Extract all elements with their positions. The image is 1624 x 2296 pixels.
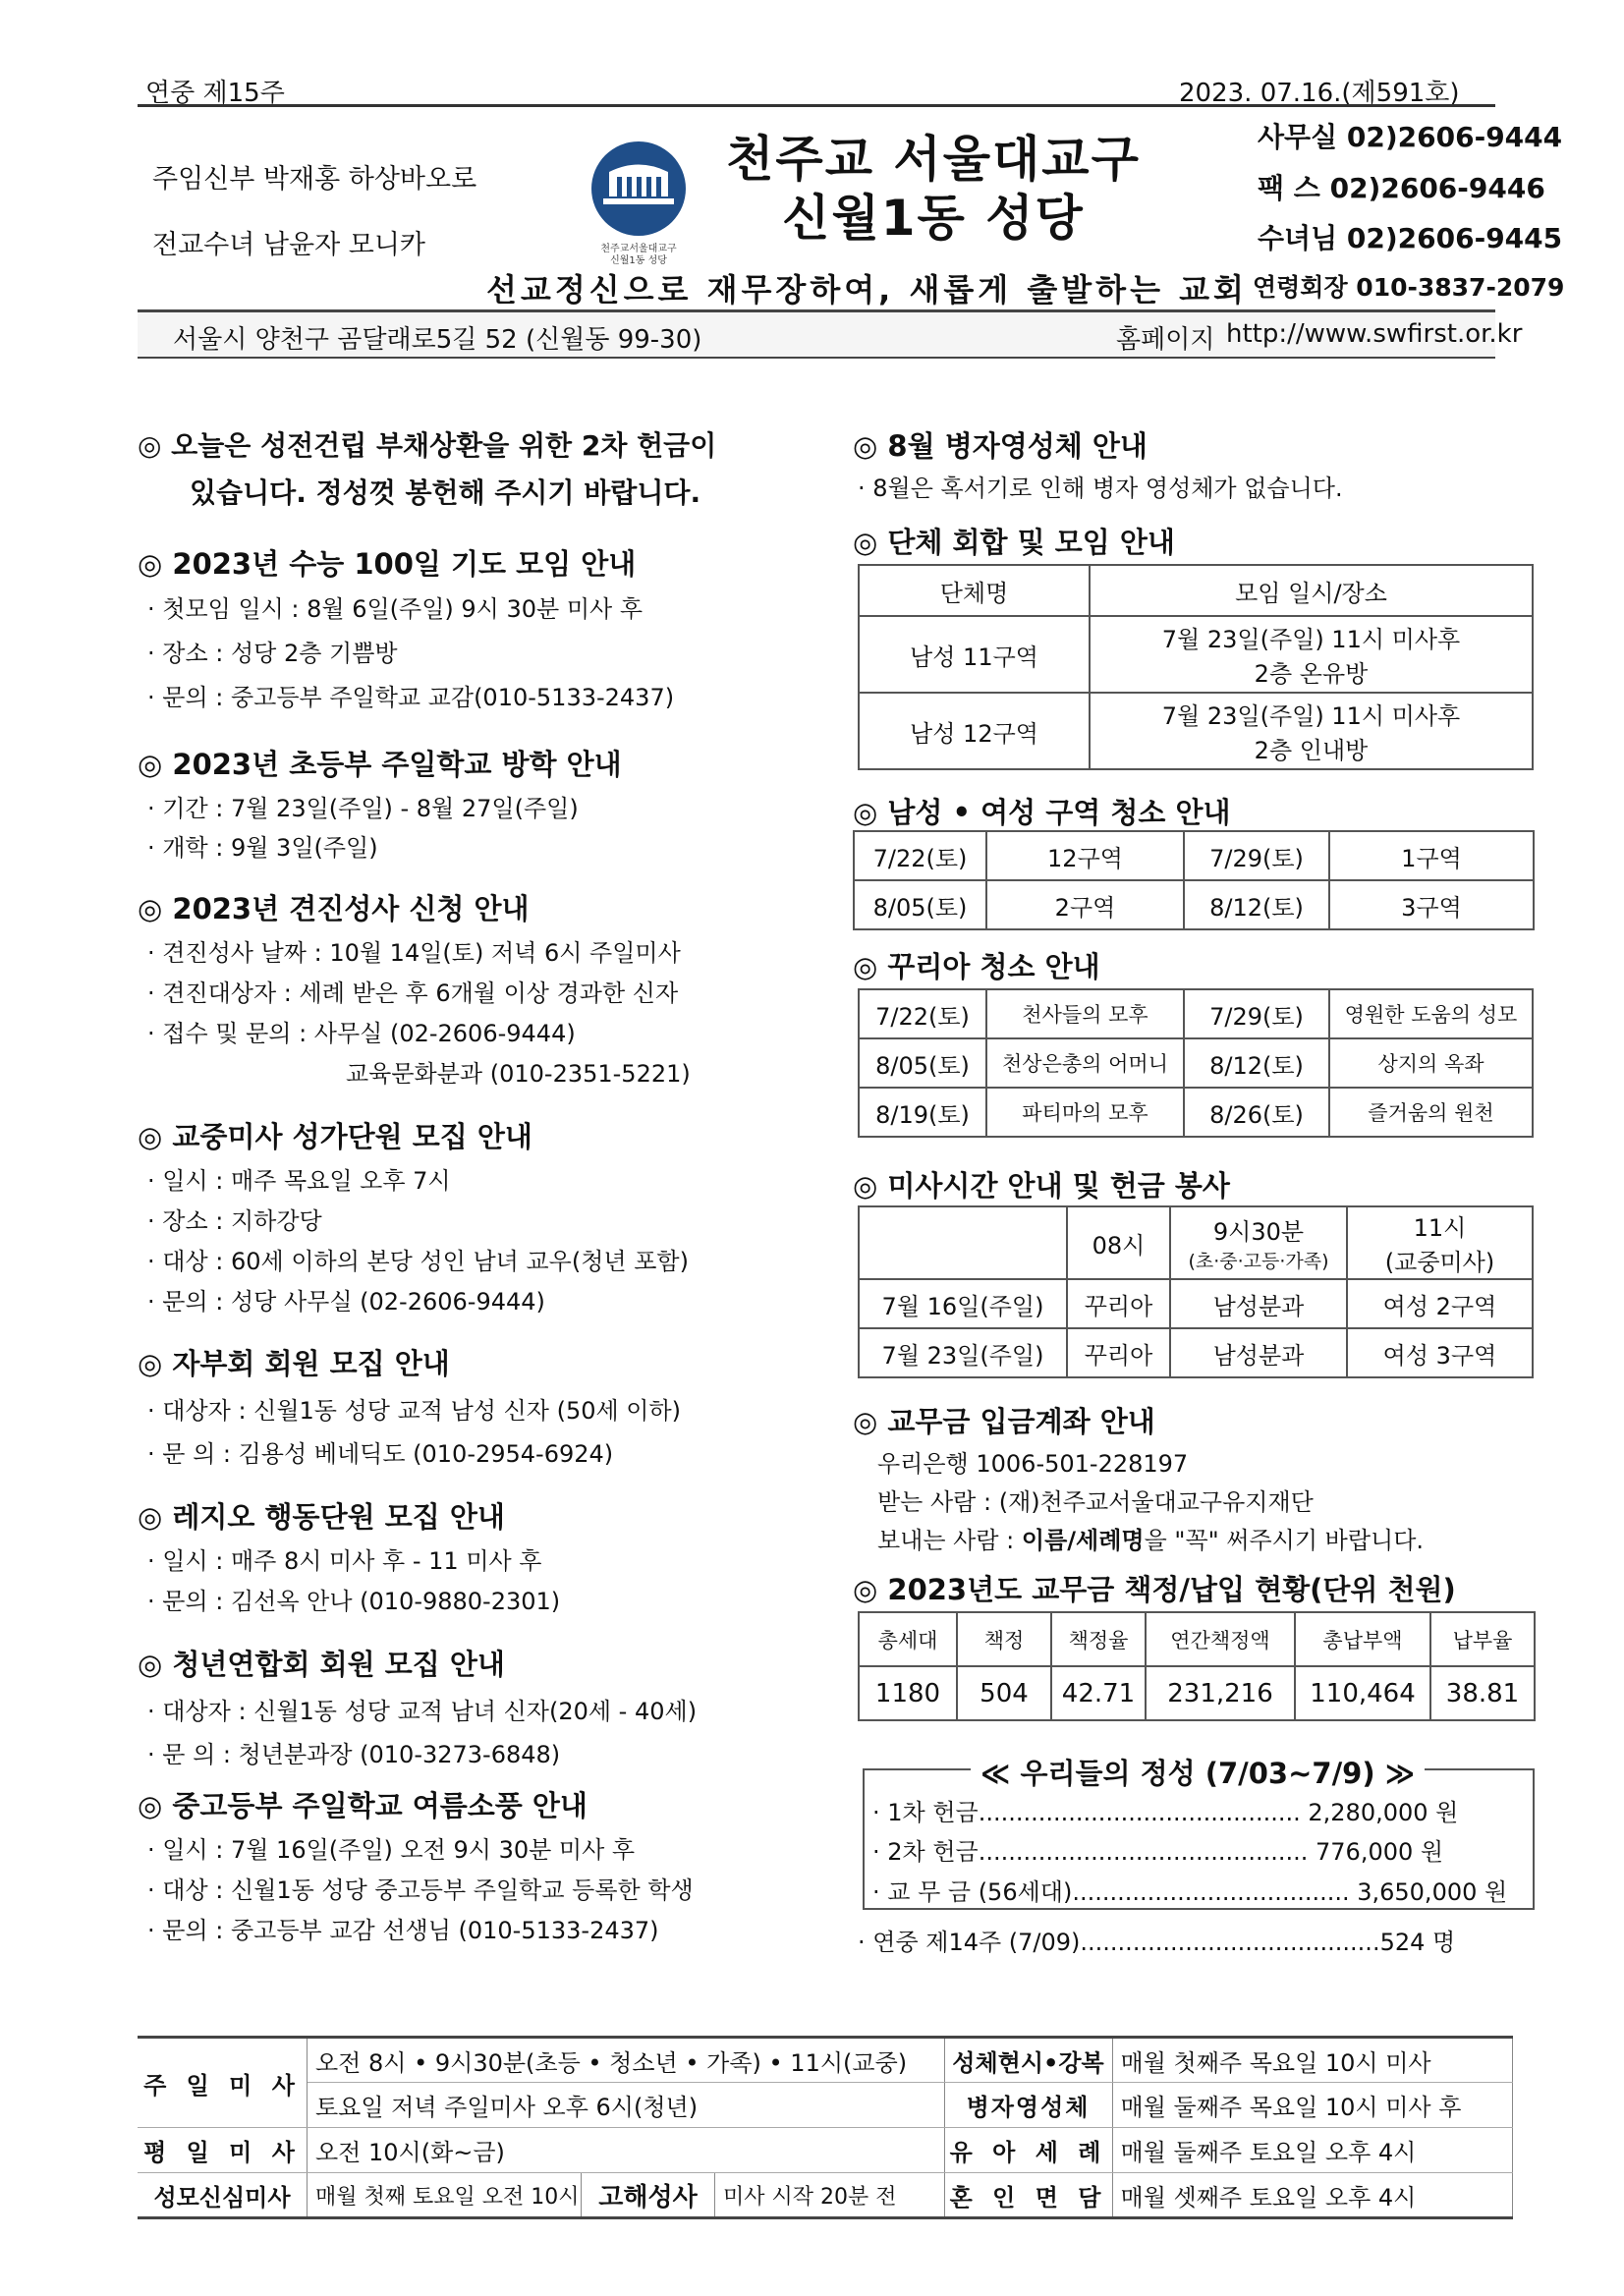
- table-cell: 7월 23일(주일): [859, 1328, 1067, 1377]
- table-cell: 7월 16일(주일): [859, 1279, 1067, 1328]
- list-item: · 장소 : 지하강당: [147, 1207, 322, 1235]
- mass-schedule-footer: [138, 2036, 1513, 2219]
- table-cell: 1180: [859, 1666, 957, 1720]
- table-header: 납부율: [1430, 1612, 1535, 1666]
- table-row: [854, 831, 1534, 880]
- youth-title: ◎ 청년연합회 회원 모집 안내: [138, 1648, 505, 1681]
- list-item: · 대상 : 신월1동 성당 중고등부 주일학교 등록한 학생: [147, 1876, 694, 1904]
- table-row: [859, 1038, 1533, 1088]
- parish-title-2: 신월1동 성당: [782, 190, 1085, 247]
- table-row: [138, 2128, 1513, 2173]
- homepage-label: 홈페이지: [1116, 325, 1215, 355]
- offering-title: ≪ 우리들의 정성 (7/03~7/9) ≫: [971, 1752, 1425, 1792]
- table-cell: 8/05(토): [859, 1038, 986, 1088]
- notice-line-1: ◎ 오늘은 성전건립 부채상환을 위한 2차 헌금이: [138, 429, 717, 462]
- chairman-phone: 연령회장 010-3837-2079: [1253, 273, 1565, 302]
- fathers-club-title: ◎ 자부회 회원 모집 안내: [138, 1347, 450, 1380]
- marian-mass-value: 매월 첫째 토요일 오전 10시: [308, 2173, 582, 2218]
- table-header: 11시 (교중미사): [1347, 1206, 1533, 1279]
- adoration-value: 매월 첫째주 목요일 10시 미사: [1112, 2038, 1512, 2083]
- marriage-interview-label: 혼 인 면 담: [944, 2173, 1112, 2218]
- sick-communion-title: ◎ 8월 병자영성체 안내: [853, 429, 1148, 463]
- parish-motto: 선교정신으로 재무장하여, 새롭게 출발하는 교회: [486, 271, 1248, 308]
- confession-label: 고해성사: [582, 2173, 715, 2218]
- homepage-url[interactable]: http://www.swfirst.or.kr: [1226, 319, 1523, 349]
- table-header: 9시30분 (초·중·고등·가족): [1170, 1206, 1347, 1279]
- list-item: · 일시 : 매주 8시 미사 후 - 11 미사 후: [147, 1547, 542, 1575]
- elementary-vacation-title: ◎ 2023년 초등부 주일학교 방학 안내: [138, 748, 622, 781]
- infant-baptism-label: 유 아 세 례: [944, 2128, 1112, 2173]
- table-cell: 7/22(토): [859, 989, 986, 1038]
- table-cell: 8/19(토): [859, 1088, 986, 1137]
- table-header: 총세대: [859, 1612, 957, 1666]
- table-row: [138, 2083, 1513, 2128]
- list-item: · 견진성사 날짜 : 10월 14일(토) 저녁 6시 주일미사: [147, 939, 681, 967]
- table-header: 책정율: [1051, 1612, 1146, 1666]
- sunday-mass-label: 주 일 미 사: [138, 2038, 308, 2128]
- table-cell: 남성분과: [1170, 1328, 1347, 1377]
- list-item: · 기간 : 7월 23일(주일) - 8월 27일(주일): [147, 795, 579, 822]
- table-cell: 영원한 도움의 성모: [1329, 989, 1533, 1038]
- table-cell: 남성 12구역: [859, 693, 1090, 769]
- table-row: [859, 1666, 1535, 1720]
- list-item: · 견진대상자 : 세례 받은 후 6개월 이상 경과한 신자: [147, 980, 679, 1007]
- curia-cleaning-title: ◎ 꾸리아 청소 안내: [853, 950, 1100, 983]
- table-cell: 꾸리아: [1067, 1328, 1170, 1377]
- list-item: · 문 의 : 청년분과장 (010-3273-6848): [147, 1741, 561, 1768]
- mass-schedule-title: ◎ 미사시간 안내 및 헌금 봉사: [853, 1169, 1230, 1203]
- table-cell: 여성 3구역: [1347, 1328, 1533, 1377]
- marian-mass-label: 성모신심미사: [138, 2173, 308, 2218]
- list-item: · 접수 및 문의 : 사무실 (02-2606-9444): [147, 1020, 576, 1047]
- group-meeting-table: [858, 564, 1534, 770]
- table-cell: 남성분과: [1170, 1279, 1347, 1328]
- group-meeting-title: ◎ 단체 회합 및 모임 안내: [853, 526, 1175, 559]
- address: 서울시 양천구 곰달래로5길 52 (신월동 99-30): [173, 325, 702, 355]
- table-cell: 231,216: [1146, 1666, 1295, 1720]
- table-cell: 상지의 옥좌: [1329, 1038, 1533, 1088]
- contribution-status-title: ◎ 2023년도 교무금 책정/납입 현황(단위 천원): [853, 1573, 1456, 1606]
- table-cell: 42.71: [1051, 1666, 1146, 1720]
- list-item: · 문의 : 성당 사무실 (02-2606-9444): [147, 1288, 545, 1316]
- nun-phone: 수녀님 02)2606-9445: [1258, 222, 1563, 254]
- attendance-line: · 연중 제14주 (7/09)........................................524 명: [858, 1929, 1456, 1956]
- table-row: [138, 2038, 1513, 2083]
- table-cell: 3구역: [1329, 880, 1534, 929]
- table-cell: 여성 2구역: [1347, 1279, 1533, 1328]
- sick-communion-value: 매월 둘째주 목요일 10시 미사 후: [1112, 2083, 1512, 2128]
- issue-date: 2023. 07.16.(제591호): [1179, 79, 1460, 108]
- table-cell: 8/05(토): [854, 880, 986, 929]
- table-cell: 7월 23일(주일) 11시 미사후 2층 인내방: [1090, 693, 1533, 769]
- sunday-mass-times: 오전 8시 • 9시30분(초등 • 청소년 • 가족) • 11시(교중): [308, 2038, 945, 2083]
- contribution-status-table: [858, 1611, 1536, 1721]
- table-header: 연간책정액: [1146, 1612, 1295, 1666]
- table-cell: 110,464: [1295, 1666, 1430, 1720]
- table-cell: 8/12(토): [1184, 880, 1329, 929]
- mass-schedule-table: [858, 1205, 1534, 1378]
- list-item: · 대상자 : 신월1동 성당 교적 남성 신자 (50세 이하): [147, 1397, 682, 1425]
- table-header: 08시: [1067, 1206, 1170, 1279]
- table-header: 단체명: [859, 565, 1090, 616]
- sick-communion-label: 병자영성체: [944, 2083, 1112, 2128]
- legio-title: ◎ 레지오 행동단원 모집 안내: [138, 1500, 505, 1534]
- offering-line: · 2차 헌금............................................ 776,000 원: [872, 1838, 1444, 1866]
- office-phone: 사무실 02)2606-9444: [1258, 121, 1563, 153]
- list-item: · 첫모임 일시 : 8월 6일(주일) 9시 30분 미사 후: [147, 595, 644, 623]
- account-holder: 받는 사람 : (재)천주교서울대교구유지재단: [877, 1488, 1314, 1516]
- address-bar: [138, 309, 1523, 359]
- list-item: · 일시 : 매주 목요일 오후 7시: [147, 1167, 451, 1195]
- choir-recruit-title: ◎ 교중미사 성가단원 모집 안내: [138, 1120, 532, 1153]
- table-cell: 8/26(토): [1184, 1088, 1329, 1137]
- suneung-prayer-title: ◎ 2023년 수능 100일 기도 모임 안내: [138, 547, 637, 581]
- confirmation-title: ◎ 2023년 견진성사 신청 안내: [138, 892, 530, 925]
- table-row: [859, 989, 1533, 1038]
- district-cleaning-title: ◎ 남성 • 여성 구역 청소 안내: [853, 796, 1231, 829]
- district-cleaning-table: [853, 830, 1535, 930]
- table-cell: 남성 11구역: [859, 616, 1090, 693]
- table-cell: 7/22(토): [854, 831, 986, 880]
- infant-baptism-value: 매월 둘째주 토요일 오후 4시: [1112, 2128, 1512, 2173]
- bank-account: 우리은행 1006-501-228197: [877, 1450, 1189, 1478]
- offering-line: · 1차 헌금........................................... 2,280,000 원: [872, 1799, 1459, 1826]
- table-cell: 12구역: [986, 831, 1184, 880]
- table-cell: 8/12(토): [1184, 1038, 1329, 1088]
- table-cell: 2구역: [986, 880, 1184, 929]
- pastor-name: 주임신부 박재홍 하상바오로: [152, 164, 477, 195]
- list-item: · 개학 : 9월 3일(주일): [147, 834, 378, 862]
- curia-cleaning-table: [858, 988, 1534, 1138]
- table-row: [859, 693, 1533, 769]
- adoration-label: 성체현시•강복: [944, 2038, 1112, 2083]
- parish-title-1: 천주교 서울대교구: [726, 131, 1141, 188]
- table-row: [859, 1088, 1533, 1137]
- church-logo: [580, 138, 698, 265]
- list-item: · 대상자 : 신월1동 성당 교적 남녀 신자(20세 - 40세): [147, 1698, 698, 1725]
- table-header: 책정: [957, 1612, 1051, 1666]
- table-cell: 1구역: [1329, 831, 1534, 880]
- table-row: [859, 1328, 1533, 1377]
- table-cell: 파티마의 모후: [986, 1088, 1184, 1137]
- list-item: · 일시 : 7월 16일(주일) 오전 9시 30분 미사 후: [147, 1836, 636, 1864]
- table-cell: 꾸리아: [1067, 1279, 1170, 1328]
- list-item: · 문 의 : 김용성 베네딕도 (010-2954-6924): [147, 1440, 614, 1468]
- fax-number: 팩 스 02)2606-9446: [1258, 172, 1545, 204]
- table-cell: 38.81: [1430, 1666, 1535, 1720]
- confession-value: 미사 시작 20분 전: [715, 2173, 945, 2218]
- table-header: 모임 일시/장소: [1090, 565, 1533, 616]
- picnic-title: ◎ 중고등부 주일학교 여름소풍 안내: [138, 1789, 588, 1822]
- table-row: [859, 1279, 1533, 1328]
- offering-line: · 교 무 금 (56세대)..................................... 3,650,000 원: [872, 1878, 1508, 1906]
- list-item: 교육문화분과 (010-2351-5221): [346, 1060, 691, 1088]
- weekday-mass-value: 오전 10시(화~금): [308, 2128, 945, 2173]
- list-item: · 문의 : 중고등부 주일학교 교감(010-5133-2437): [147, 684, 675, 711]
- table-cell: 즐거움의 원천: [1329, 1088, 1533, 1137]
- table-cell: 7/29(토): [1184, 831, 1329, 880]
- marriage-interview-value: 매월 셋째주 토요일 오후 4시: [1112, 2173, 1512, 2218]
- table-row: [859, 616, 1533, 693]
- sender-note: 보내는 사람 : 이름/세례명을 "꼭" 써주시기 바랍니다.: [877, 1527, 1425, 1554]
- table-cell: 7/29(토): [1184, 989, 1329, 1038]
- svg-text:신월1동 성당: 신월1동 성당: [610, 255, 667, 265]
- list-item: · 대상 : 60세 이하의 본당 성인 남녀 교우(청년 포함): [147, 1248, 689, 1275]
- year-week: 연중 제15주: [145, 79, 285, 108]
- table-row: [138, 2173, 1513, 2218]
- sister-name: 전교수녀 남윤자 모니카: [152, 230, 425, 260]
- table-cell: 7월 23일(주일) 11시 미사후 2층 온유방: [1090, 616, 1533, 693]
- list-item: · 8월은 혹서기로 인해 병자 영성체가 없습니다.: [858, 475, 1343, 502]
- list-item: · 문의 : 중고등부 교감 선생님 (010-5133-2437): [147, 1917, 659, 1944]
- table-header: [859, 1206, 1067, 1279]
- notice-line-2: 있습니다. 정성껏 봉헌해 주시기 바랍니다.: [190, 476, 701, 509]
- svg-text:천주교서울대교구: 천주교서울대교구: [600, 244, 677, 254]
- top-rule: [138, 104, 1495, 107]
- list-item: · 문의 : 김선옥 안나 (010-9880-2301): [147, 1588, 561, 1615]
- table-cell: 천상은총의 어머니: [986, 1038, 1184, 1088]
- saturday-mass-time: 토요일 저녁 주일미사 오후 6시(청년): [308, 2083, 945, 2128]
- account-title: ◎ 교무금 입금계좌 안내: [853, 1405, 1155, 1438]
- list-item: · 장소 : 성당 2층 기쁨방: [147, 640, 398, 667]
- table-cell: 504: [957, 1666, 1051, 1720]
- table-cell: 천사들의 모후: [986, 989, 1184, 1038]
- table-row: [854, 880, 1534, 929]
- table-header: 총납부액: [1295, 1612, 1430, 1666]
- weekday-mass-label: 평 일 미 사: [138, 2128, 308, 2173]
